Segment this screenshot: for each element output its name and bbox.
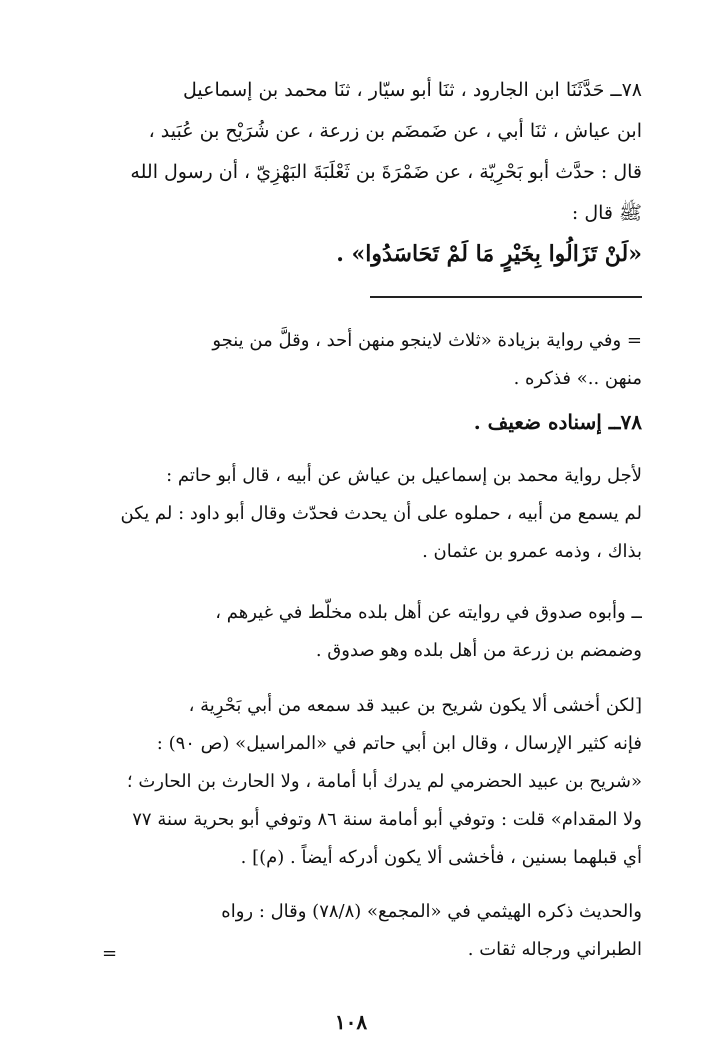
hadith-line: ٧٨ــ حَدَّثَنَا ابن الجارود ، ثنَا أبو سيّار ، ثنَا محمد بن إسماعيل bbox=[183, 79, 642, 101]
footnote-paragraph bbox=[100, 457, 642, 571]
footnote-line: أي قبلهما بسنين ، فأخشى ألا يكون أدركه أيضاً . (م)] . bbox=[240, 847, 642, 868]
footnote-line: «شريح بن عبيد الحضرمي لم يدرك أبا أمامة ، ولا الحارث بن الحارث ؛ bbox=[126, 771, 642, 792]
footnote-line: والحديث ذكره الهيثمي في «المجمع» (٧٨/٨) وقال : رواه bbox=[221, 901, 642, 922]
footnote-line: لأجل رواية محمد بن إسماعيل بن عياش عن أبيه ، قال أبو حاتم : bbox=[166, 465, 642, 486]
footnote-line: = وفي رواية بزيادة «ثلاث لاينجو منهن أحد ، وقلَّ من ينجو bbox=[212, 330, 642, 351]
hadith-matn: «لَنْ تَزَالُوا بِخَيْرٍ مَا لَمْ تَحَاسَدُوا» . bbox=[336, 241, 642, 267]
hadith-line: ﷺ قال : bbox=[571, 202, 642, 224]
footnote-heading-text: ٧٨ــ إسناده ضعيف . bbox=[473, 410, 642, 434]
footnote-line: وضمضم بن زرعة من أهل بلده وهو صدوق . bbox=[315, 640, 642, 661]
footnote-separator bbox=[370, 296, 642, 298]
footnote-line: الطبراني ورجاله ثقات . bbox=[467, 939, 642, 960]
hadith-text-block bbox=[100, 70, 642, 275]
footnote-paragraph bbox=[100, 893, 642, 969]
footnote-line: منهن ..» فذكره . bbox=[513, 368, 642, 389]
footnote-line: لم يسمع من أبيه ، حملوه على أن يحدث فحدّث وقال أبو داود : لم يكن bbox=[120, 503, 642, 524]
hadith-line: قال : حدَّث أبو بَحْرِيّة ، عن ضَمْرَةَ بن ثَعْلَبَةَ البَهْزِيّ ، أن رسول الله bbox=[130, 161, 642, 183]
footnote-paragraph bbox=[100, 594, 642, 670]
footnote-continue-mark: = bbox=[102, 943, 118, 964]
page-number: ١٠٨ bbox=[334, 1010, 368, 1034]
footnote-line: [لكن أخشى ألا يكون شريح بن عبيد قد سمعه من أبي بَحْرِية ، bbox=[188, 695, 642, 716]
footnote-line: بذاك ، وذمه عمرو بن عثمان . bbox=[422, 541, 642, 562]
footnote-line: ــ وأبوه صدوق في روايته عن أهل بلده مخلّط في غيرهم ، bbox=[215, 602, 642, 623]
footnote-paragraph bbox=[100, 687, 642, 877]
footnote-line: ولا المقدام» قلت : وتوفي أبو أمامة سنة ٨٦ وتوفي أبو بحرية سنة ٧٧ bbox=[132, 809, 642, 830]
hadith-line: ابن عياش ، ثنَا أبي ، عن ضَمضَم بن زرعة ، عن شُرَيْح بن عُبَيد ، bbox=[148, 120, 642, 142]
footnote-heading bbox=[100, 402, 642, 442]
footnote-line: فإنه كثير الإرسال ، وقال ابن أبي حاتم في «المراسيل» (ص ٩٠) : bbox=[156, 733, 642, 754]
footnote-continuation bbox=[100, 322, 642, 398]
